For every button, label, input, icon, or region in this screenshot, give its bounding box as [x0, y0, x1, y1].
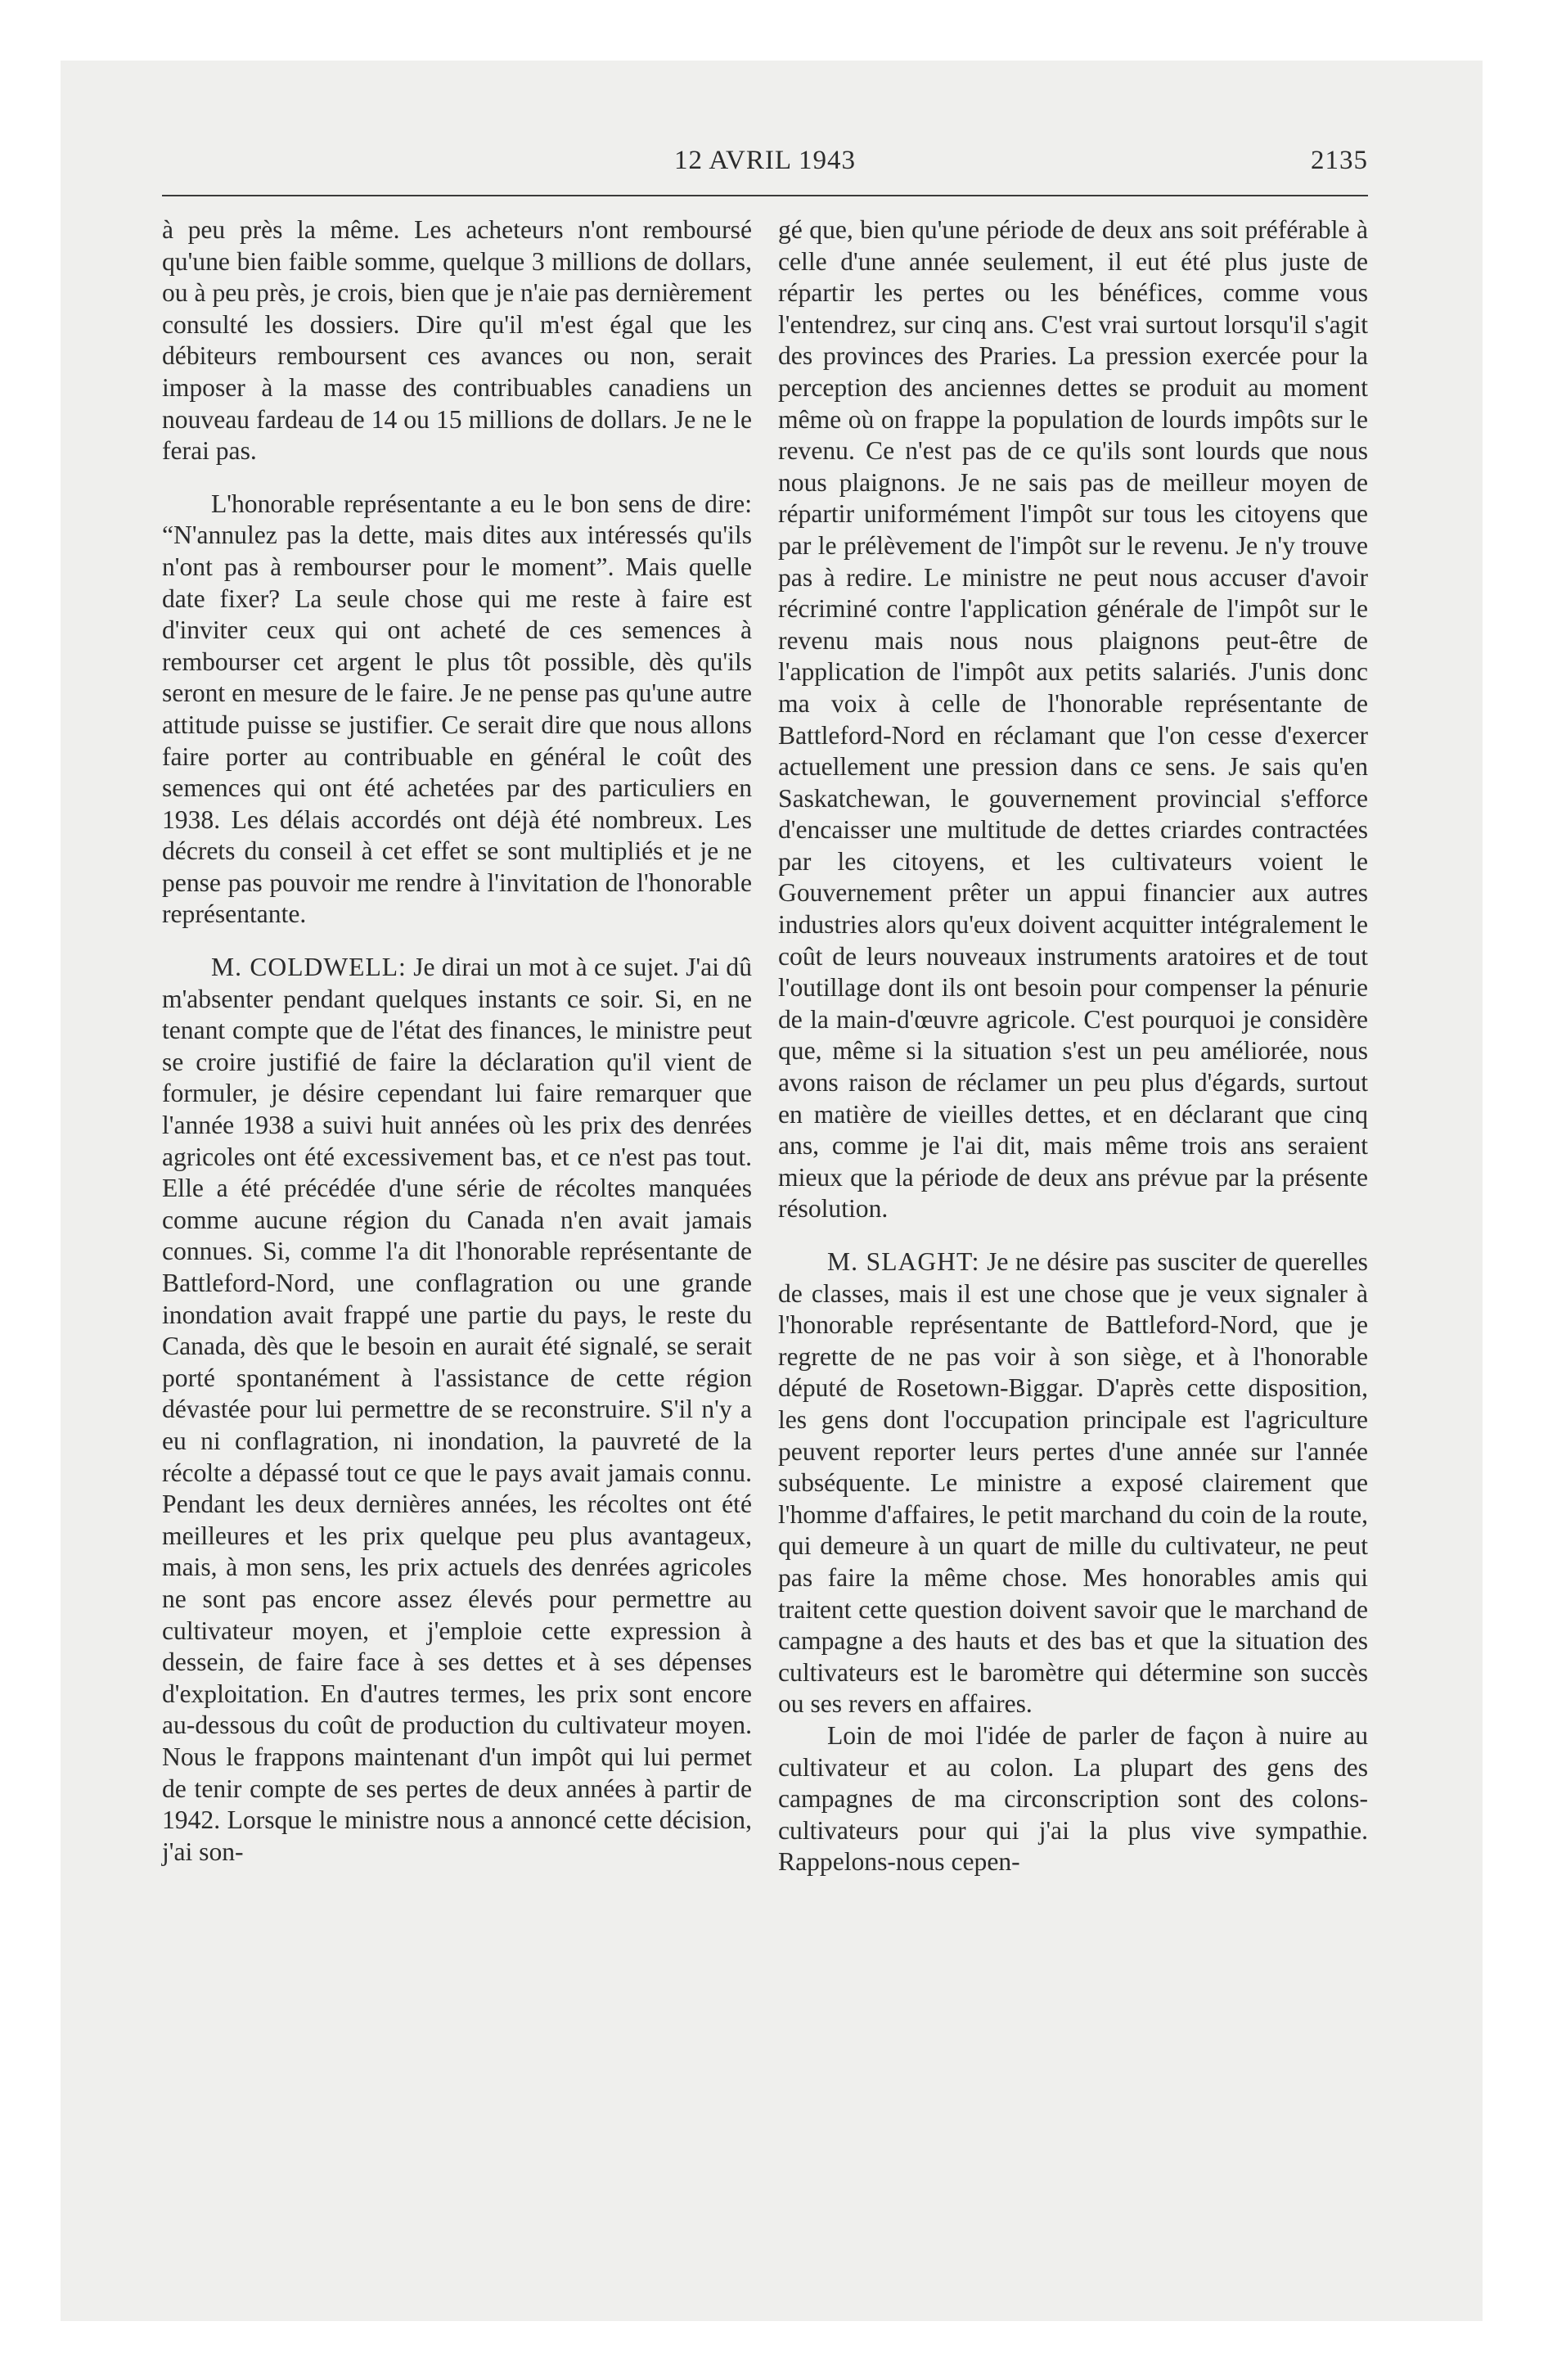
- speaker-name: M. SLAGHT:: [827, 1247, 980, 1276]
- speech-paragraph: [778, 1246, 1368, 1720]
- paragraph: Loin de moi l'idée de parler de façon à nuire au cultivateur et au colon. La plupart des gens des campagnes de ma circonscription sont des colons-cultivateurs pour qui j'ai la plus vive sympathie. Rappelons-nous cepen-: [778, 1720, 1368, 1877]
- paragraph: gé que, bien qu'une période de deux ans soit préférable à celle d'une année seulement, il eut été plus juste de répartir les pertes ou les bénéfices, comme vous l'entendrez, sur cinq ans. C'est vrai surtout lorsqu'il s'agit des provinces des Praries. La pression exercée pour la perception des anciennes dettes se produit au moment même où on frappe la population de lourds impôts sur le revenu. Ce n'est pas de ce qu'ils sont lourds que nous nous plaignons. Je ne sais pas de meilleur moyen de répartir uniformément l'impôt sur tous les citoyens que par le prélèvement de l'impôt sur le revenu. Je n'y trouve pas à redire. Le ministre ne peut nous accuser d'avoir récriminé contre l'application générale de l'impôt sur le revenu mais nous nous plaignons peut-être de l'application de l'impôt aux petits salariés. J'unis donc ma voix à celle de l'honorable représentante de Battleford-Nord en réclamant que l'on cesse d'exercer actuellement une pression dans ce sens. Je sais qu'en Saskatchewan, le gouvernement provincial s'efforce d'encaisser une multitude de dettes criardes contractées par les citoyens, et les cultivateurs voient le Gouvernement prêter un appui financier aux autres industries alors qu'eux doivent acquitter intégralement le coût de leurs nouveaux instruments aratoires et de tout l'outillage dont ils ont besoin pour compenser la pénurie de la main-d'œuvre agricole. C'est pourquoi je considère que, même si la situation s'est un peu améliorée, nous avons raison de réclamer un peu plus d'égards, surtout en matière de vieilles dettes, et en déclarant que cinq ans, comme je l'ai dit, mais même trois ans seraient mieux que la période de deux ans prévue par la présente résolution.: [778, 215, 1368, 1224]
- right-column: [778, 214, 1368, 1878]
- paragraph: L'honorable représentante a eu le bon sens de dire: “N'annulez pas la dette, mais dites aux intéressés qu'ils n'ont pas à rembourser pour le moment”. Mais quelle date fixer? La seule chose qui me reste à faire est d'inviter ceux qui ont acheté de ces semences à rembourser cet argent le plus tôt possible, dès qu'ils seront en mesure de le faire. Je ne pense pas qu'une autre attitude puisse se justifier. Ce serait dire que nous allons faire porter au contribuable en général le coût des semences qui ont été achetées par des particuliers en 1938. Les délais accordés ont déjà été nombreux. Les décrets du conseil à cet effet se sont multipliés et je ne pense pas pouvoir me rendre à l'invitation de l'honorable représentante.: [162, 489, 752, 929]
- speech-text: Je ne désire pas susciter de querelles de classes, mais il est une chose que je veux signaler à l'honorable représentante de Battleford-Nord, que je regrette de ne pas voir à son siège, et à l'honorable député de Rosetown-Biggar. D'après cette disposition, les gens dont l'occupation principale est l'agriculture peuvent reporter leurs pertes d'une année sur l'année subséquente. Le ministre a exposé clairement que l'homme d'affaires, le petit marchand du coin de la route, qui demeure à un quart de mille du cultivateur, ne peut pas faire la même chose. Mes honorables amis qui traitent cette question doivent savoir que le marchand de campagne a des hauts et des bas et que la situation des cultivateurs est le baromètre qui détermine son succès ou ses revers en affaires.: [778, 1247, 1368, 1719]
- page-header: [162, 146, 1368, 178]
- paragraph: à peu près la même. Les acheteurs n'ont remboursé qu'une bien faible somme, quelque 3 millions de dollars, ou à peu près, je crois, bien que je n'aie pas dernièrement consulté les dossiers. Dire qu'il m'est égal que les débiteurs remboursent ces avances ou non, serait imposer à la masse des contribuables canadiens un nouveau fardeau de 14 ou 15 millions de dollars. Je ne le ferai pas.: [162, 215, 752, 466]
- header-rule: [162, 195, 1368, 196]
- speech-text: Je dirai un mot à ce sujet. J'ai dû m'absenter pendant quelques instants ce soir. Si, en ne tenant compte que de l'état des finances, le ministre peut se croire justifié de faire la déclaration qu'il vient de formuler, je désire cependant lui faire remarquer que l'année 1938 a suivi huit années où les prix des denrées agricoles ont été excessivement bas, et ce n'est pas tout. Elle a été précédée d'une série de récoltes manquées comme aucune région du Canada n'en avait jamais connues. Si, comme l'a dit l'honorable représentante de Battleford-Nord, une conflagration ou une grande inondation avait frappé une partie du pays, le reste du Canada, dès que le besoin en aurait été signalé, se serait porté spontanément à l'assistance de cette région dévastée pour lui permettre de se reconstruire. S'il n'y a eu ni conflagration, ni inondation, la pauvreté de la récolte a dépassé tout ce que le pays avait jamais connu. Pendant les deux dernières années, les récoltes ont été meilleures et les prix quelque peu plus avantageux, mais, à mon sens, les prix actuels des denrées agricoles ne sont pas encore assez élevés pour permettre au cultivateur moyen, et j'emploie cette expression à dessein, de faire face à ses dettes et à ses dépenses d'exploitation. En d'autres termes, les prix sont encore au-dessous du coût de production du cultivateur moyen. Nous le frappons maintenant d'un impôt qui lui permet de tenir compte de ses pertes de deux années à partir de 1942. Lorsque le ministre nous a annoncé cette décision, j'ai son-: [162, 953, 752, 1866]
- left-column: [162, 214, 752, 1868]
- page-number: 2135: [1311, 146, 1368, 175]
- speech-paragraph: [162, 952, 752, 1868]
- page-date: 12 AVRIL 1943: [673, 146, 857, 175]
- speaker-name: M. COLDWELL:: [211, 953, 407, 982]
